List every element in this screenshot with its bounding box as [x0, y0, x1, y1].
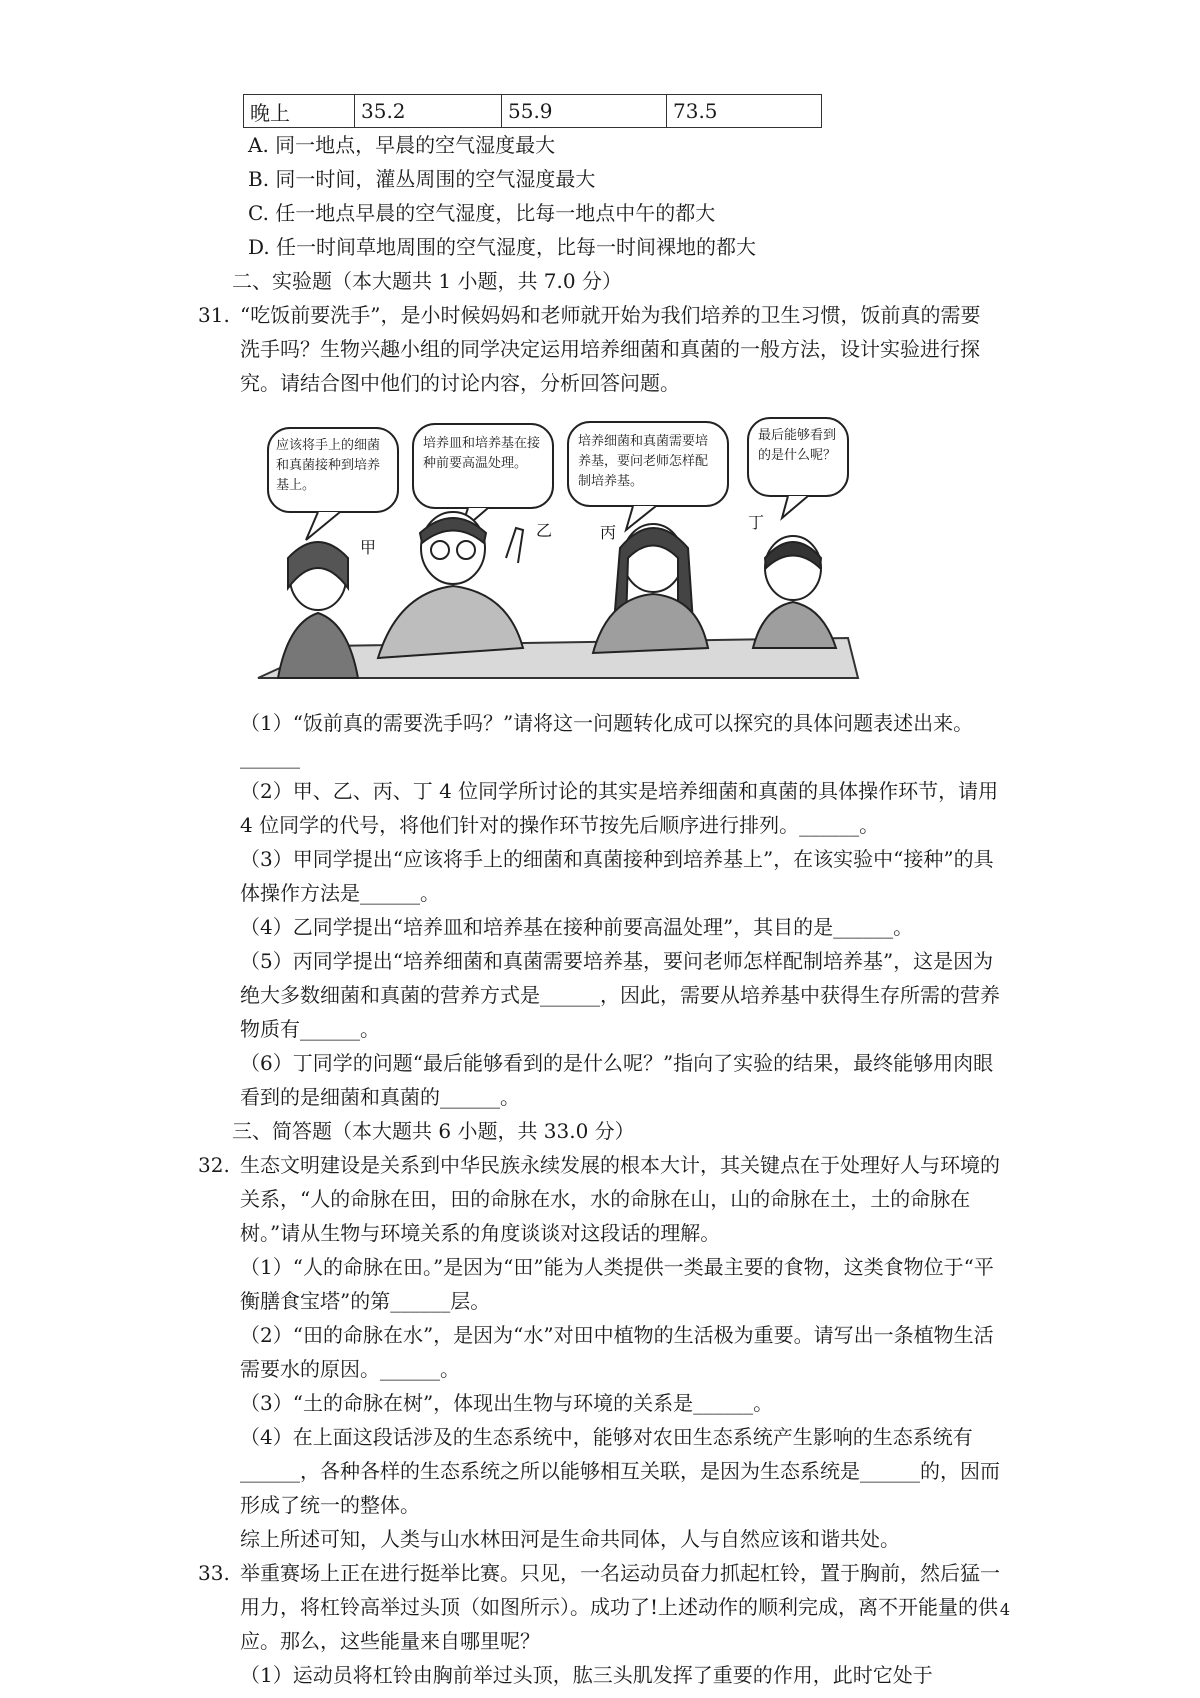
- q31-sub-5: （5）丙同学提出“培养细菌和真菌需要培养基，要问老师怎样配制培养基”，这是因为绝大多数细菌和真菌的营养方式是______，因此，需要从培养基中获得生存所需的营养物质有______。: [240, 949, 1000, 1041]
- q31-sub-2: （2）甲、乙、丙、丁 4 位同学所讨论的其实是培养细菌和真菌的具体操作环节，请用 4 位同学的代号，将他们针对的操作环节按先后顺序进行排列。______。: [240, 779, 999, 837]
- q31-sub-4: （4）乙同学提出“培养皿和培养基在接种前要高温处理”，其目的是______。: [240, 915, 914, 939]
- q32-sub-3: （3）“土的命脉在树”，体现出生物与环境的关系是______。: [240, 1391, 774, 1415]
- bubble-text-yi: 培养皿和培养基在接种前要高温处理。: [423, 436, 541, 471]
- option-a: A. 同一地点，早晨的空气湿度最大: [248, 133, 556, 157]
- bubble-text-bing: 培养细菌和真菌需要培养基，要问老师怎样配制培养基。: [578, 434, 709, 489]
- q31-sub-6: （6）丁同学的问题“最后能够看到的是什么呢？”指向了实验的结果，最终能够用肉眼看到的是细菌和真菌的______。: [240, 1051, 994, 1109]
- student-yi-body: [378, 586, 523, 658]
- bubble-text-ding: 最后能够看到的是什么呢？: [758, 428, 837, 463]
- bubble-text-jia: 应该将手上的细菌和真菌接种到培养基上。: [276, 438, 381, 493]
- question-number: 31.: [198, 303, 230, 327]
- question-33: [198, 1556, 1000, 1658]
- question-content: [198, 128, 1000, 1692]
- label-yi: 乙: [536, 521, 553, 540]
- question-31: [198, 298, 1000, 400]
- section-heading-experiment: 二、实验题（本大题共 1 小题，共 7.0 分）: [232, 269, 622, 293]
- option-c: C. 任一地点早晨的空气湿度，比每一地点中午的都大: [248, 201, 716, 225]
- table-cell: 73.5: [667, 95, 822, 128]
- table-cell: 35.2: [355, 95, 502, 128]
- q31-sub-3: （3）甲同学提出“应该将手上的细菌和真菌接种到培养基上”，在该实验中“接种”的具体操作方法是______。: [240, 847, 994, 905]
- table-cell: 55.9: [502, 95, 667, 128]
- q33-sub-1: （1）运动员将杠铃由胸前举过头顶，肱三头肌发挥了重要的作用，此时它处于: [240, 1663, 933, 1687]
- option-d: D. 任一时间草地周围的空气湿度，比每一时间裸地的都大: [248, 235, 757, 259]
- question-stem: 举重赛场上正在进行挺举比赛。只见，一名运动员奋力抓起杠铃，置于胸前，然后猛一用力，将杠铃高举过头顶（如图所示）。成功了!上述动作的顺利完成，离不开能量的供应。那么，这些能量来自哪里呢？: [240, 1561, 1000, 1653]
- q32-conclusion: 综上所述可知，人类与山水林田河是生命共同体，人与自然应该和谐共处。: [240, 1527, 900, 1551]
- table-cell: 晚上: [244, 95, 355, 128]
- humidity-table-row: [243, 94, 822, 128]
- q32-sub-4: （4）在上面这段话涉及的生态系统中，能够对农田生态系统产生影响的生态系统有______，各种各样的生态系统之所以能够相互关联，是因为生态系统是______的，因而形成了统一的整体。: [240, 1425, 1000, 1517]
- question-number: 33.: [198, 1561, 230, 1585]
- question-number: 32.: [198, 1153, 230, 1177]
- q32-sub-1: （1）“人的命脉在田。”是因为“田”能为人类提供一类最主要的食物，这类食物位于“平衡膳食宝塔”的第______层。: [240, 1255, 994, 1313]
- label-ding: 丁: [748, 513, 765, 532]
- question-32: [198, 1148, 1000, 1250]
- question-stem: “吃饭前要洗手”，是小时候妈妈和老师就开始为我们培养的卫生习惯，饭前真的需要洗手吗？生物兴趣小组的同学决定运用培养细菌和真菌的一般方法，设计实验进行探究。请结合图中他们的讨论内容，分析回答问题。: [240, 303, 981, 395]
- label-jia: 甲: [360, 538, 377, 557]
- student-ding-body: [753, 602, 836, 648]
- page-number: 4: [999, 1600, 1010, 1619]
- section-heading-short-answer: 三、简答题（本大题共 6 小题，共 33.0 分）: [232, 1119, 635, 1143]
- label-bing: 丙: [600, 523, 617, 542]
- q31-sub-1: （1）“饭前真的需要洗手吗？”请将这一问题转化成可以探究的具体问题表述出来。______: [240, 711, 974, 769]
- cartoon-figure: [248, 408, 868, 688]
- table-row: [244, 95, 822, 128]
- discussion-illustration: [248, 408, 868, 688]
- q32-sub-2: （2）“田的命脉在水”，是因为“水”对田中植物的生活极为重要。请写出一条植物生活需要水的原因。______。: [240, 1323, 994, 1381]
- student-jia-body: [278, 613, 358, 678]
- option-b: B. 同一时间，灌丛周围的空气湿度最大: [248, 167, 596, 191]
- question-stem: 生态文明建设是关系到中华民族永续发展的根本大计，其关键点在于处理好人与环境的关系，“人的命脉在田，田的命脉在水，水的命脉在山，山的命脉在土，土的命脉在树。”请从生物与环境关系的角度谈谈对这段话的理解。: [240, 1153, 1000, 1245]
